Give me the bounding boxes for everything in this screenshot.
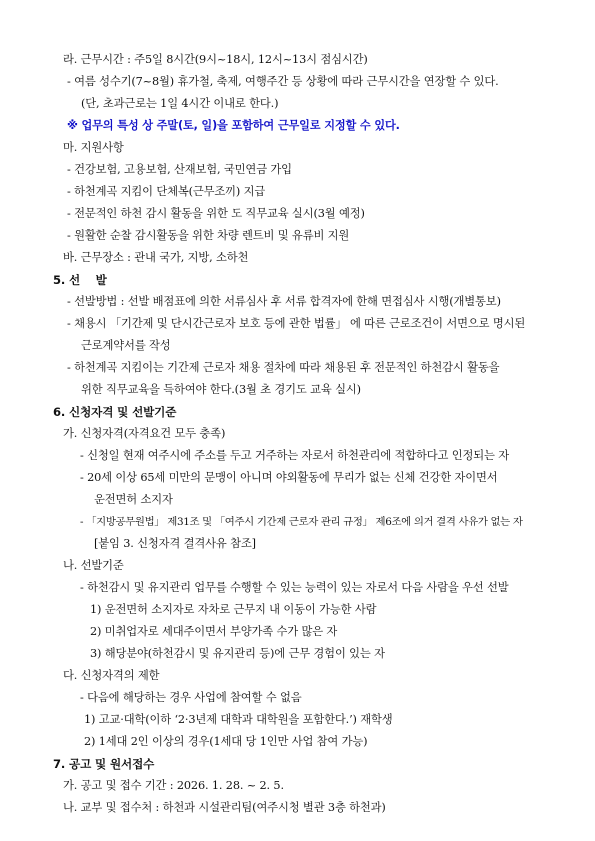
support-item-insurance: - 건강보험, 고용보험, 산재보험, 국민연금 가입 — [67, 163, 292, 176]
criteria-item-3: 3) 해당분야(하천감시 및 유지관리 등)에 근무 경험이 있는 자 — [90, 647, 385, 660]
contract-note: - 채용시 「기간제 및 단시간근로자 보호 등에 관한 법률」 에 따른 근로조건이 서면으로 명시된 — [67, 317, 526, 330]
workplace-heading: 바. 근무장소 : 관내 국가, 지방, 소하천 — [63, 251, 249, 264]
support-item-vehicle: - 원활한 순찰 감시활동을 위한 차량 렌트비 및 유류비 지원 — [67, 229, 350, 242]
training-requirement-cont: 위한 직무교육을 득하여야 한다.(3월 초 경기도 교육 실시) — [81, 383, 361, 396]
support-item-training: - 전문적인 하천 감시 활동을 위한 도 직무교육 실시(3월 예정) — [67, 207, 365, 220]
support-heading: 마. 지원사항 — [63, 141, 124, 154]
eligibility-heading: 가. 신청자격(자격요건 모두 충족) — [63, 427, 226, 440]
restriction-intro: - 다음에 해당하는 경우 사업에 참여할 수 없음 — [80, 691, 302, 704]
eligibility-age: - 20세 이상 65세 미만의 문맹이 아니며 야외활동에 무리가 없는 신체 건강한 자이면서 — [80, 471, 498, 484]
eligibility-age-cont: 운전면허 소지자 — [94, 493, 173, 506]
criteria-item-2: 2) 미취업자로 세대주이면서 부양가족 수가 많은 자 — [90, 625, 338, 638]
section-5-title: 5. 선 발 — [53, 273, 107, 287]
eligibility-reference: [붙임 3. 신청자격 결격사유 참조] — [94, 537, 256, 550]
training-requirement: - 하천계곡 지킴이는 기간제 근로자 채용 절차에 따라 채용된 후 전문적인 하천감시 활동을 — [67, 361, 500, 374]
contract-note-cont: 근로계약서를 작성 — [81, 339, 171, 352]
criteria-heading: 나. 선발기준 — [63, 559, 124, 572]
submission-location: 나. 교부 및 접수처 : 하천과 시설관리팀(여주시청 별관 3층 하천과) — [63, 801, 386, 814]
work-hours-extension-note: - 여름 성수기(7~8월) 휴가철, 축제, 여행주간 등 상황에 따라 근무시간을 연장할 수 있다. — [67, 75, 499, 88]
restriction-item-1: 1) 고교·대학(이하 ‘2·3년제 대학과 대학원을 포함한다.’) 재학생 — [84, 713, 393, 726]
selection-method: - 선발방법 : 선발 배점표에 의한 서류심사 후 서류 합격자에 한해 면접심사 시행(개별통보) — [67, 295, 501, 308]
work-hours-heading: 라. 근무시간 : 주5일 8시간(9시~18시, 12시~13시 점심시간) — [63, 53, 368, 66]
overtime-limit-note: (단, 초과근로는 1일 4시간 이내로 한다.) — [81, 97, 279, 110]
weekend-work-highlight: ※ 업무의 특성 상 주말(토, 일)을 포함하여 근무일로 지정할 수 있다. — [67, 119, 400, 132]
restriction-item-2: 2) 1세대 2인 이상의 경우(1세대 당 1인만 사업 참여 가능) — [84, 735, 368, 748]
section-6-title: 6. 신청자격 및 선발기준 — [53, 405, 177, 419]
criteria-item-1: 1) 운전면허 소지자로 자차로 근무지 내 이동이 가능한 사람 — [90, 603, 377, 616]
eligibility-residence: - 신청일 현재 여주시에 주소를 두고 거주하는 자로서 하천관리에 적합하다고 인정되는 자 — [80, 449, 509, 462]
section-7-title: 7. 공고 및 원서접수 — [53, 757, 155, 771]
announcement-period: 가. 공고 및 접수 기간 : 2026. 1. 28. ~ 2. 5. — [63, 779, 284, 792]
restriction-heading: 다. 신청자격의 제한 — [63, 669, 160, 682]
support-item-uniform: - 하천계곡 지킴이 단체복(근무조끼) 지급 — [67, 185, 266, 198]
eligibility-disqualification: - 「지방공무원법」 제31조 및 「여주시 기간제 근로자 관리 규정」 제6조에 의거 결격 사유가 없는 자 — [80, 516, 523, 528]
criteria-intro: - 하천감시 및 유지관리 업무를 수행할 수 있는 능력이 있는 자로서 다음 사람을 우선 선발 — [80, 581, 509, 594]
